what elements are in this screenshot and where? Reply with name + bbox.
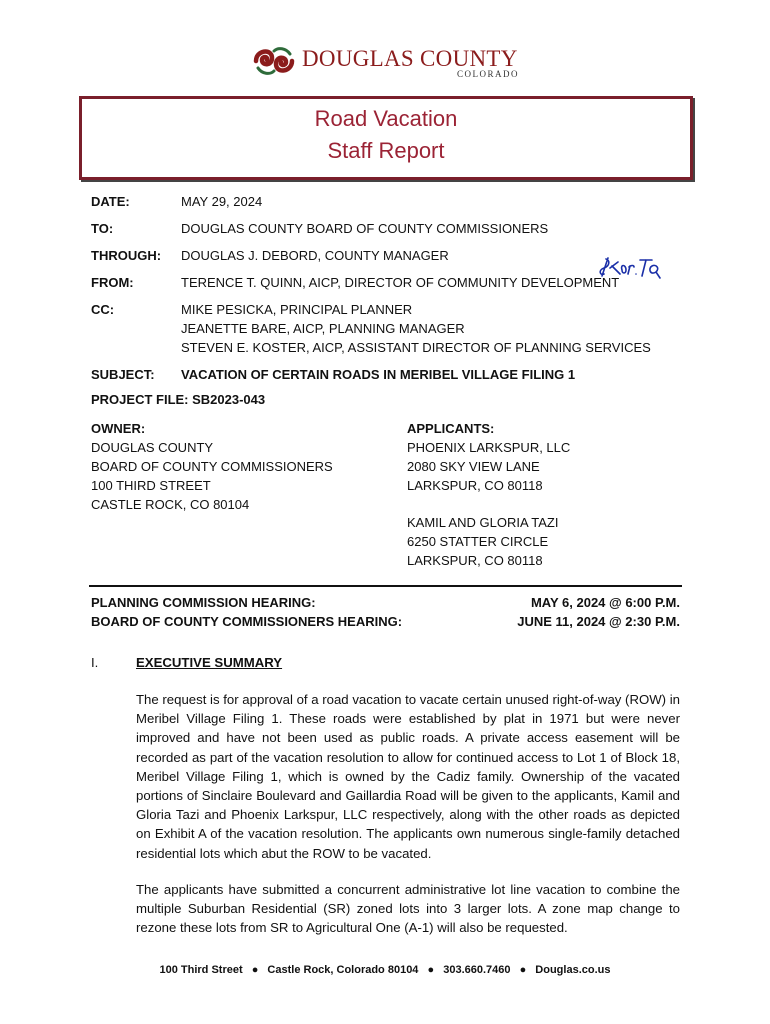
summary-paragraph-1: The request is for approval of a road vacation to vacate certain unused right-of-way (ROW) in Meribel Village Filing 1. These roads were established by plat in 1971 but were never improved and have not been used as public roads. A private access easement will be recorded as part of the vacation resolution to allow for continued access to Lot 1 of Block 18, Meribel Village Filing 1, which is owned by the Cadiz family. Ownership of the vacated portions of Sinclaire Boulevard and Gaillardia Road will be given to the applicants, Kamil and Gloria Tazi and Phoenix Larkspur, LLC respectively, along with the other roads as depicted on Exhibit A of the vacation resolution. The applicants own numerous single-family detached residential lots which abut the ROW to be vacated. [136,692,680,861]
applicants-block [407,419,570,570]
footer-phone: 303.660.7460 [443,964,511,976]
hearing-labels [91,593,402,631]
date-label: DATE: [91,194,130,209]
footer-separator: ● [251,964,259,976]
footer-separator: ● [427,964,435,976]
from-label: FROM: [91,275,134,290]
from-value: TERENCE T. QUINN, AICP, DIRECTOR OF COMMUNITY DEVELOPMENT [181,275,620,290]
divider-rule [89,585,682,587]
footer-separator: ● [519,964,527,976]
bocc-hearing-date: JUNE 11, 2024 @ 2:30 P.M. [517,614,680,629]
logo-wordmark: DOUGLAS COUNTY [302,46,518,71]
report-subtitle: Staff Report [327,138,445,163]
pc-hearing-date: MAY 6, 2024 @ 6:00 P.M. [530,595,680,610]
applicant-line: PHOENIX LARKSPUR, LLC [407,440,571,455]
applicant-line: KAMIL AND GLORIA TAZI [407,515,559,530]
applicant-line: LARKSPUR, CO 80118 [407,553,543,568]
project-file: PROJECT FILE: SB2023-043 [91,392,266,407]
owner-line: 100 THIRD STREET [91,478,211,493]
section-number: I. [91,655,99,670]
owner-line: DOUGLAS COUNTY [91,440,214,455]
logo-state: COLORADO [457,69,520,79]
applicant-line: 2080 SKY VIEW LANE [407,459,540,474]
footer-address: 100 Third Street [159,964,243,976]
report-title: Road Vacation [314,106,458,131]
section-title: EXECUTIVE SUMMARY [136,655,283,670]
bocc-hearing-label: BOARD OF COUNTY COMMISSIONERS HEARING: [91,614,403,629]
cc-value-3: STEVEN E. KOSTER, AICP, ASSISTANT DIRECTOR OF PLANNING SERVICES [181,340,651,355]
owner-block [91,419,333,514]
cc-value-1: MIKE PESICKA, PRINCIPAL PLANNER [181,302,413,317]
owner-line: BOARD OF COUNTY COMMISSIONERS [91,459,333,474]
applicants-heading: APPLICANTS: [407,421,495,436]
summary-paragraph-2: The applicants have submitted a concurrent administrative lot line vacation to combine the multiple Suburban Residential (SR) zoned lots into 3 larger lots. A zone map change to rezone these lots from SR to Agricultural One (A-1) will also be requested. [136,882,680,936]
county-emblem-icon [252,44,296,78]
hearing-dates [517,593,680,631]
through-value: DOUGLAS J. DEBORD, COUNTY MANAGER [181,248,449,263]
through-label: THROUGH: [91,248,162,263]
to-value: DOUGLAS COUNTY BOARD OF COUNTY COMMISSIONERS [181,221,549,236]
to-label: TO: [91,221,114,236]
title-box [79,96,693,180]
cc-label: CC: [91,302,115,317]
owner-heading: OWNER: [91,421,146,436]
cc-value-2: JEANETTE BARE, AICP, PLANNING MANAGER [181,321,465,336]
owner-line: CASTLE ROCK, CO 80104 [91,497,250,512]
date-value: MAY 29, 2024 [181,194,263,209]
subject-label: SUBJECT: [91,367,155,382]
applicant-line: LARKSPUR, CO 80118 [407,478,543,493]
footer-website: Douglas.co.us [535,964,611,976]
douglas-county-logo [252,44,522,84]
footer-city: Castle Rock, Colorado 80104 [267,964,419,976]
handwritten-signature [596,254,666,280]
applicant-line: 6250 STATTER CIRCLE [407,534,549,549]
subject-value: VACATION OF CERTAIN ROADS IN MERIBEL VILLAGE FILING 1 [181,367,576,382]
pc-hearing-label: PLANNING COMMISSION HEARING: [91,595,316,610]
page-footer [0,964,770,976]
